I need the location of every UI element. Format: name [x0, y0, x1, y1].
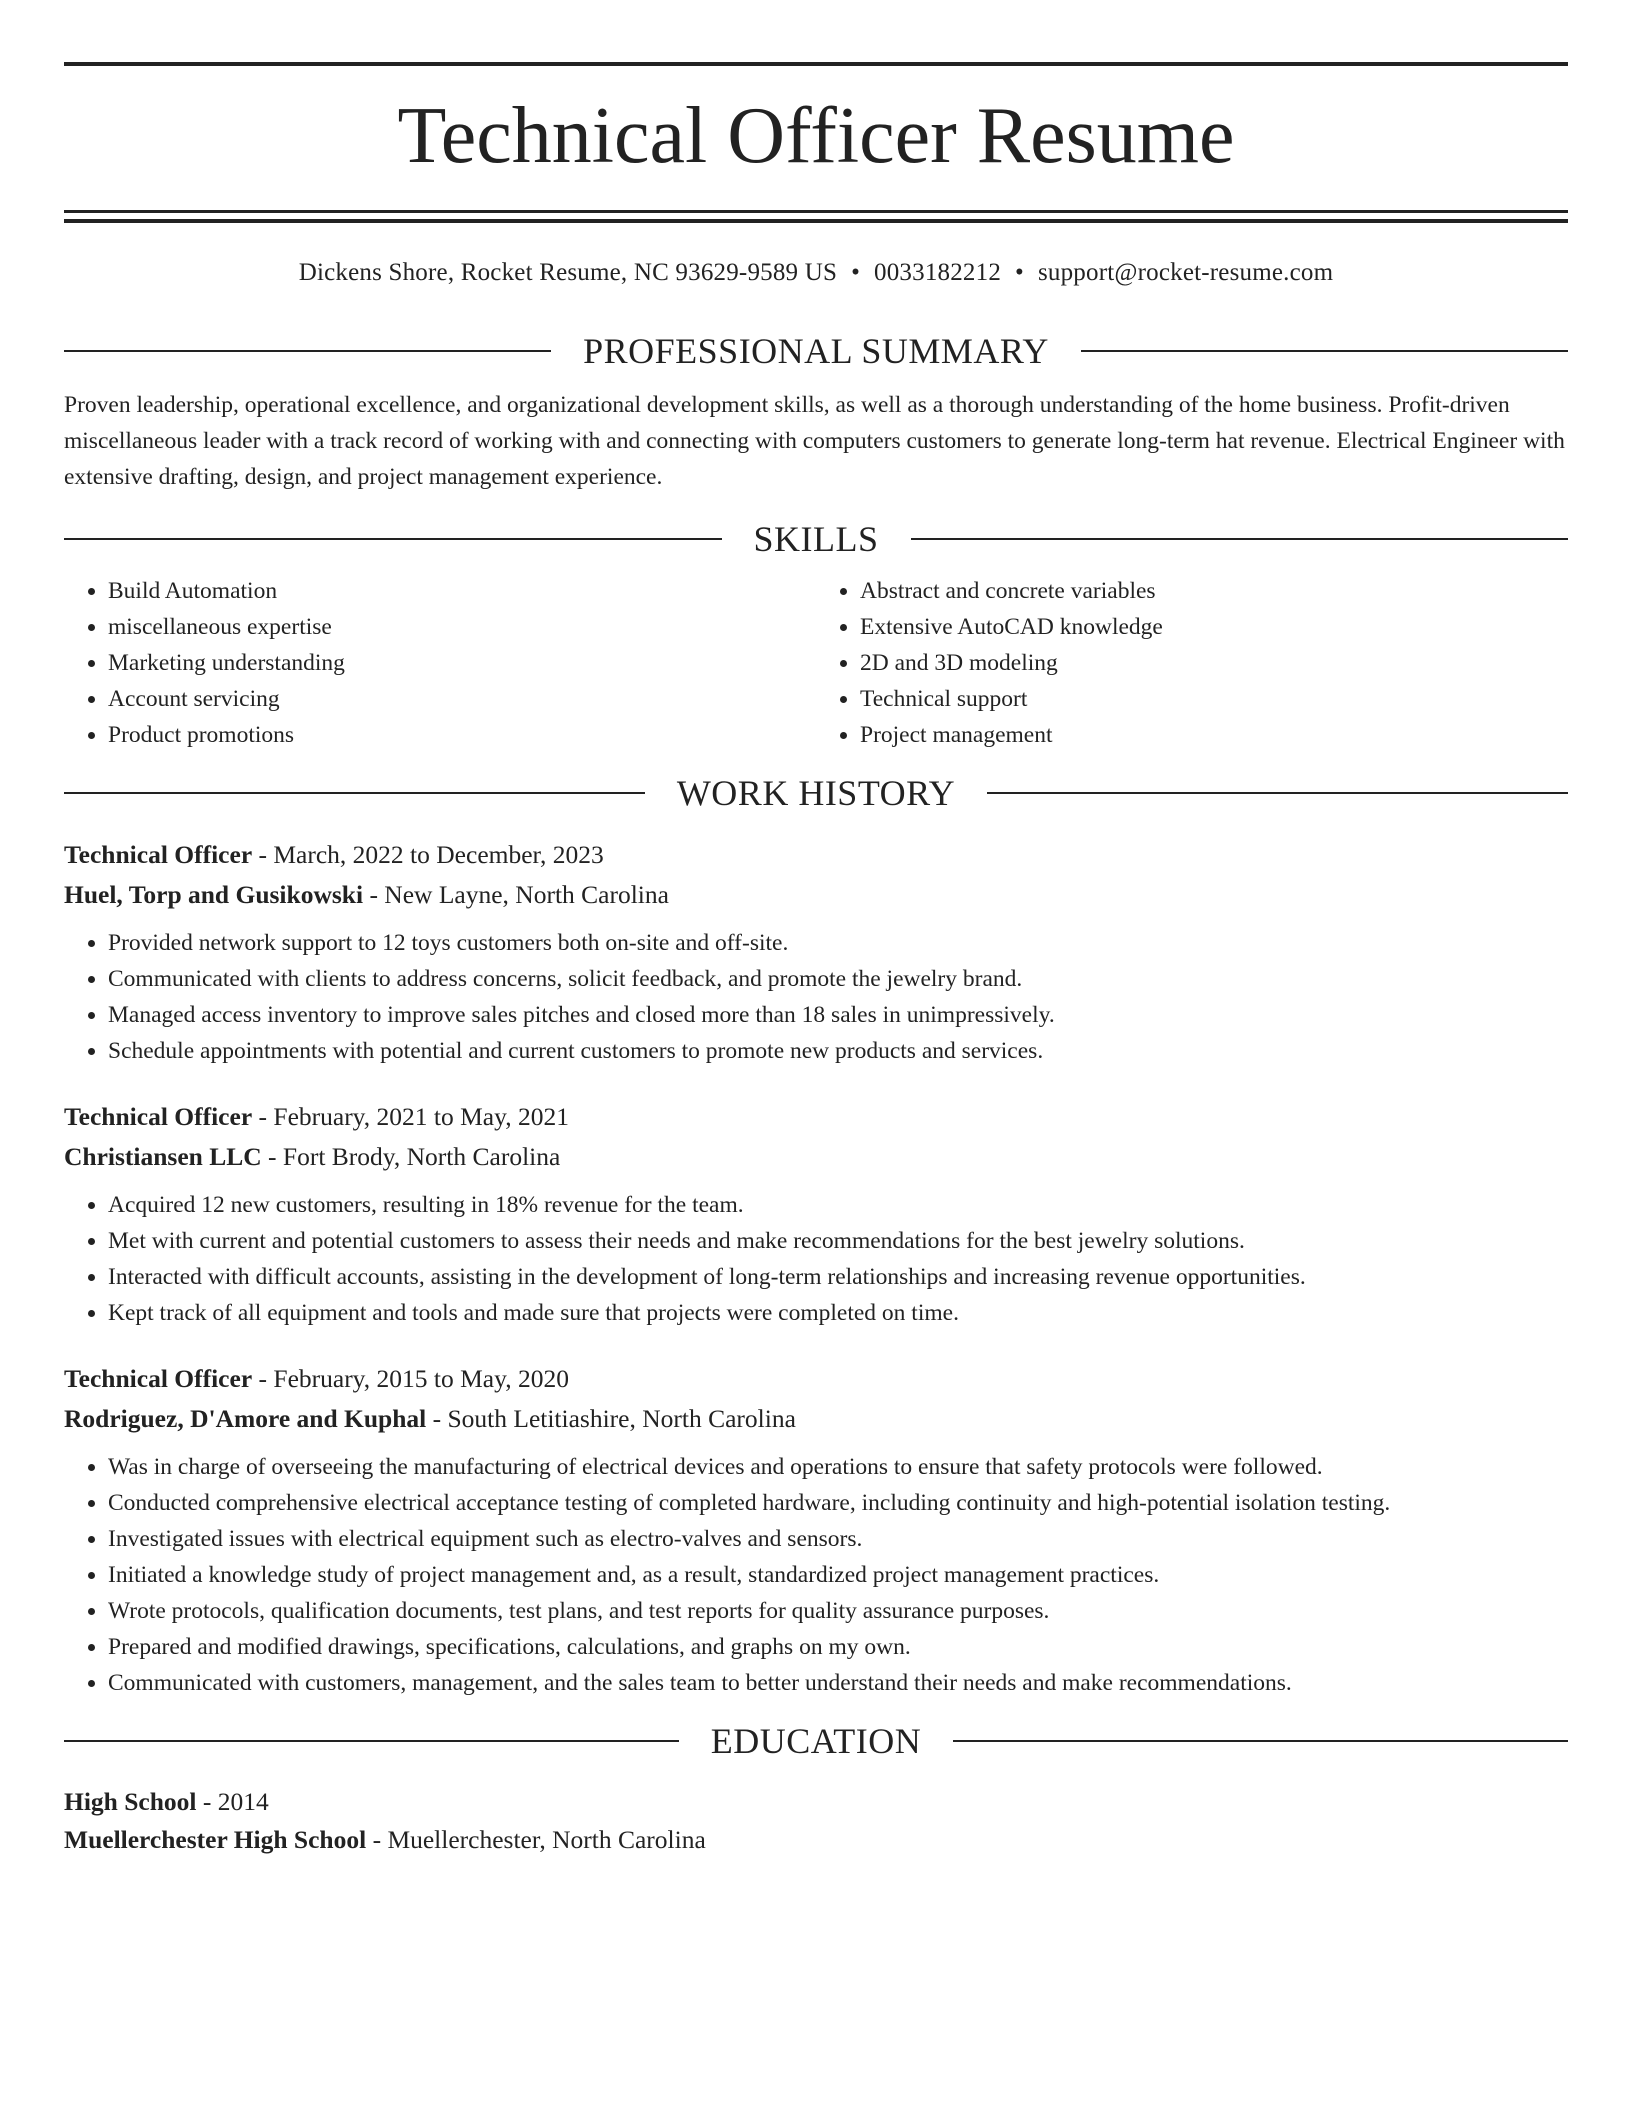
education-school: Muellerchester High School: [64, 1825, 367, 1854]
skill-item: • Project management: [860, 717, 1568, 753]
job-bullet: • Met with current and potential customers to assess their needs and make recommendations for the best jewelry solutions.: [108, 1223, 1568, 1259]
contact-separator: •: [851, 259, 861, 286]
job-dates: - February, 2021 to May, 2021: [252, 1102, 569, 1131]
job-bullet: • Schedule appointments with potential and current customers to promote new products and services.: [108, 1033, 1568, 1069]
section-heading-summary: [64, 333, 1568, 369]
heading-rule: [1081, 350, 1568, 352]
section-heading-label: PROFESSIONAL SUMMARY: [583, 331, 1049, 371]
job-company-line: [64, 1137, 1568, 1177]
job-bullet: • Prepared and modified drawings, specifications, calculations, and graphs on my own.: [108, 1629, 1568, 1665]
skill-item: • miscellaneous expertise: [108, 609, 816, 645]
heading-rule: [64, 792, 645, 794]
job-bullet: • Communicated with customers, management, and the sales team to better understand their needs and make recommendations.: [108, 1665, 1568, 1701]
skill-item: • Marketing understanding: [108, 645, 816, 681]
job-company-line: [64, 875, 1568, 915]
job-bullet: • Wrote protocols, qualification documents, test plans, and test reports for quality assurance purposes.: [108, 1593, 1568, 1629]
skill-item: • Account servicing: [108, 681, 816, 717]
job-bullet: • Initiated a knowledge study of project management and, as a result, standardized project management practices.: [108, 1557, 1568, 1593]
skills-column-right: [816, 573, 1568, 753]
job-bullet: • Managed access inventory to improve sales pitches and closed more than 18 sales in unimpressively.: [108, 997, 1568, 1033]
job-bullet: • Communicated with clients to address concerns, solicit feedback, and promote the jewelry brand.: [108, 961, 1568, 997]
section-heading-label: WORK HISTORY: [676, 773, 956, 813]
job-entry: [64, 835, 1568, 1069]
job-bullet: • Investigated issues with electrical equipment such as electro-valves and sensors.: [108, 1521, 1568, 1557]
skill-item: • Extensive AutoCAD knowledge: [860, 609, 1568, 645]
section-heading-label: EDUCATION: [710, 1721, 922, 1761]
top-rule: [64, 62, 1568, 66]
job-company: Huel, Torp and Gusikowski: [64, 880, 364, 909]
contact-phone: 0033182212: [874, 259, 1002, 286]
heading-rule: [64, 1740, 679, 1742]
heading-rule: [987, 792, 1568, 794]
section-heading-skills: [64, 521, 1568, 557]
education-year: - 2014: [196, 1787, 269, 1816]
heading-rule: [953, 1740, 1568, 1742]
section-heading-work-history: [64, 775, 1568, 811]
job-title-line: [64, 835, 1568, 875]
heading-rule: [64, 538, 722, 540]
skill-item: • 2D and 3D modeling: [860, 645, 1568, 681]
summary-text: Proven leadership, operational excellence, and organizational development skills, as well as a thorough understanding of the home business. Profit-driven miscellaneous leader with a track record of working with and connecting with computers customers to generate long-term hat revenue. Electrical Engineer with extensive drafting, design, and project management experience.: [64, 392, 1565, 490]
job-bullets: [64, 925, 1568, 1069]
job-title-line: [64, 1097, 1568, 1137]
contact-address: Dickens Shore, Rocket Resume, NC 93629-9589 US: [298, 259, 838, 286]
contact-email[interactable]: support@rocket-resume.com: [1037, 259, 1334, 286]
job-entry: [64, 1359, 1568, 1701]
skill-item: • Abstract and concrete variables: [860, 573, 1568, 609]
education-degree: High School: [64, 1787, 197, 1816]
education-degree-line: [64, 1783, 1568, 1821]
job-bullet: • Kept track of all equipment and tools and made sure that projects were completed on time.: [108, 1295, 1568, 1331]
education-school-line: [64, 1821, 1568, 1859]
job-dates: - March, 2022 to December, 2023: [252, 840, 604, 869]
job-bullets: [64, 1187, 1568, 1331]
job-bullet: • Conducted comprehensive electrical acceptance testing of completed hardware, including continuity and high-potential isolation testing.: [108, 1485, 1568, 1521]
job-title: Technical Officer: [64, 1364, 253, 1393]
section-heading-education: [64, 1723, 1568, 1759]
job-bullets: [64, 1449, 1568, 1701]
job-location: - New Layne, North Carolina: [363, 880, 669, 909]
title-rule-upper: [64, 210, 1568, 213]
job-company: Christiansen LLC: [64, 1142, 262, 1171]
job-title-line: [64, 1359, 1568, 1399]
heading-rule: [64, 350, 551, 352]
job-company: Rodriguez, D'Amore and Kuphal: [64, 1404, 427, 1433]
section-heading-label: SKILLS: [753, 519, 879, 559]
contact-separator: •: [1015, 259, 1024, 286]
skill-item: • Product promotions: [108, 717, 816, 753]
job-entry: [64, 1097, 1568, 1331]
skills-list: [64, 573, 1568, 753]
job-dates: - February, 2015 to May, 2020: [252, 1364, 569, 1393]
job-company-line: [64, 1399, 1568, 1439]
education-location: - Muellerchester, North Carolina: [366, 1825, 706, 1854]
job-bullet: • Interacted with difficult accounts, assisting in the development of long-term relationships and increasing revenue opportunities.: [108, 1259, 1568, 1295]
skill-item: • Build Automation: [108, 573, 816, 609]
job-bullet: • Provided network support to 12 toys customers both on-site and off-site.: [108, 925, 1568, 961]
skills-column-left: [64, 573, 816, 753]
job-location: - Fort Brody, North Carolina: [261, 1142, 561, 1171]
job-title: Technical Officer: [64, 1102, 253, 1131]
job-title: Technical Officer: [64, 840, 253, 869]
job-bullet: • Acquired 12 new customers, resulting in 18% revenue for the team.: [108, 1187, 1568, 1223]
heading-rule: [911, 538, 1569, 540]
resume-title: Technical Officer Resume: [397, 92, 1235, 180]
contact-line: [64, 259, 1568, 287]
job-location: - South Letitiashire, North Carolina: [426, 1404, 796, 1433]
skill-item: • Technical support: [860, 681, 1568, 717]
title-rule-lower: [64, 219, 1568, 223]
education-entry: [64, 1783, 1568, 1859]
job-bullet: • Was in charge of overseeing the manufacturing of electrical devices and operations to ensure that safety protocols were followed.: [108, 1449, 1568, 1485]
